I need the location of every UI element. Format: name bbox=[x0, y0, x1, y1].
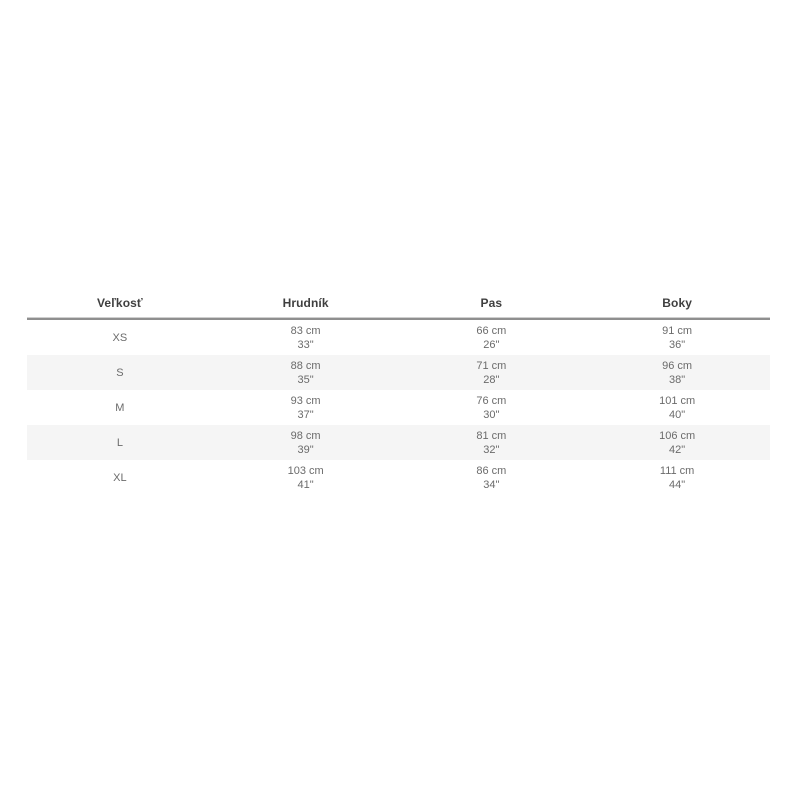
size-chart-header bbox=[27, 289, 770, 318]
measurement-cm: 111 cm bbox=[659, 464, 695, 477]
measurement-cm: 103 cm bbox=[287, 464, 324, 477]
waist-cell bbox=[399, 425, 585, 460]
waist-cell bbox=[399, 460, 585, 495]
measurement-cm: 91 cm bbox=[662, 324, 693, 337]
size-chart-table bbox=[27, 289, 770, 495]
measurement-cm: 76 cm bbox=[476, 394, 507, 407]
hips-cell bbox=[584, 390, 770, 425]
measurement-cm: 81 cm bbox=[476, 429, 507, 442]
size-cell: S bbox=[116, 366, 124, 379]
table-row-s bbox=[27, 355, 770, 390]
hips-cell bbox=[584, 318, 770, 355]
hips-cell bbox=[584, 460, 770, 495]
chest-cell bbox=[213, 390, 399, 425]
table-row-m bbox=[27, 390, 770, 425]
measurement-cm: 88 cm bbox=[290, 359, 321, 372]
measurement-in: 38" bbox=[669, 373, 686, 386]
measurement-in: 33" bbox=[297, 338, 314, 351]
measurement-in: 34" bbox=[483, 478, 500, 491]
measurement-in: 36" bbox=[669, 338, 686, 351]
size-chart-body bbox=[27, 318, 770, 495]
measurement-cm: 106 cm bbox=[659, 429, 696, 442]
measurement-cm: 98 cm bbox=[290, 429, 321, 442]
column-header-chest: Hrudník bbox=[213, 289, 399, 318]
measurement-in: 41" bbox=[297, 478, 314, 491]
measurement-cm: 66 cm bbox=[476, 324, 507, 337]
size-cell: XS bbox=[27, 318, 213, 355]
header-row bbox=[27, 289, 770, 318]
measurement-in: 28" bbox=[483, 373, 500, 386]
hips-cell bbox=[584, 355, 770, 390]
column-header-hips: Boky bbox=[584, 289, 770, 318]
measurement-in: 30" bbox=[483, 408, 500, 421]
measurement-in: 32" bbox=[483, 443, 500, 456]
measurement-in: 37" bbox=[297, 408, 314, 421]
waist-cell bbox=[399, 355, 585, 390]
measurement-cm: 71 cm bbox=[476, 359, 507, 372]
measurement-in: 26" bbox=[483, 338, 500, 351]
measurement-in: 35" bbox=[297, 373, 314, 386]
measurement-in: 42" bbox=[669, 443, 686, 456]
measurement-cm: 86 cm bbox=[476, 464, 507, 477]
table-row-xl bbox=[27, 460, 770, 495]
measurement-cm: 96 cm bbox=[662, 359, 693, 372]
measurement-cm: 101 cm bbox=[659, 394, 696, 407]
chest-cell bbox=[213, 460, 399, 495]
chest-cell bbox=[213, 355, 399, 390]
column-header-waist: Pas bbox=[399, 289, 585, 318]
size-cell: XL bbox=[113, 471, 127, 484]
table-row-xs bbox=[27, 318, 770, 355]
waist-cell bbox=[399, 318, 585, 355]
chest-cell bbox=[213, 425, 399, 460]
size-chart bbox=[27, 289, 770, 495]
column-header-size: Veľkosť bbox=[27, 289, 213, 318]
measurement-cm: 83 cm bbox=[290, 324, 321, 337]
size-cell: M bbox=[115, 401, 125, 414]
size-cell: L bbox=[116, 436, 123, 449]
table-row-l bbox=[27, 425, 770, 460]
measurement-in: 39" bbox=[297, 443, 314, 456]
measurement-in: 44" bbox=[669, 478, 686, 491]
hips-cell bbox=[584, 425, 770, 460]
measurement-in: 40" bbox=[669, 408, 686, 421]
waist-cell bbox=[399, 390, 585, 425]
chest-cell bbox=[213, 318, 399, 355]
measurement-cm: 93 cm bbox=[290, 394, 321, 407]
